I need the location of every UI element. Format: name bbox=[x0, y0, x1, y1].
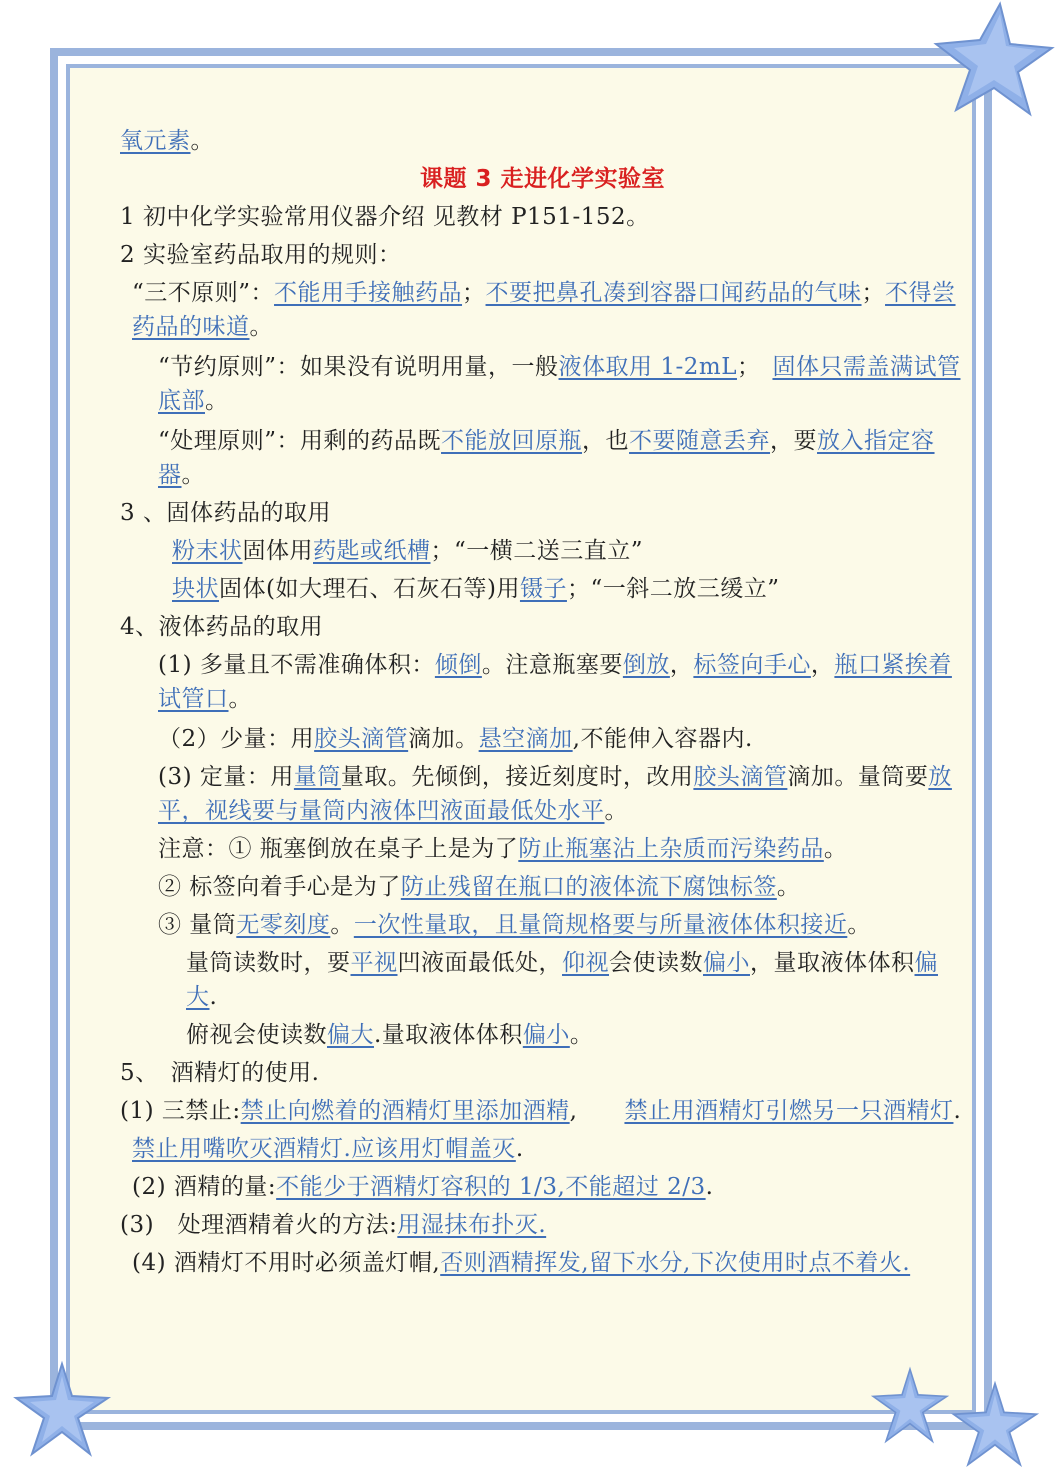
answer-text: 量筒 bbox=[293, 764, 341, 790]
answer-text: 禁止用酒精灯引燃另一只酒精灯 bbox=[624, 1098, 954, 1124]
answer-text: 禁止用嘴吹灭酒精灯.应该用灯帽盖灭 bbox=[132, 1136, 516, 1162]
body-text: (1) 多量且不需准确体积： bbox=[158, 652, 435, 678]
body-text: 。 bbox=[569, 1022, 594, 1048]
answer-text: 用湿抹布扑灭. bbox=[397, 1212, 547, 1238]
body-text: ② 标签向着手心是为了 bbox=[158, 874, 401, 900]
line bbox=[120, 124, 965, 158]
answer-text: 倾倒 bbox=[434, 652, 482, 678]
body-text: 。 bbox=[604, 798, 628, 824]
body-text: 会使读数 bbox=[609, 950, 703, 976]
body-text: 。 bbox=[330, 912, 354, 938]
body-text: (3) 处理酒精着火的方法: bbox=[120, 1212, 398, 1238]
answer-text: 氧元素 bbox=[120, 128, 191, 154]
body-text: ；“一横二送三直立” bbox=[430, 538, 644, 564]
body-text: . bbox=[209, 984, 218, 1010]
line bbox=[120, 946, 965, 1014]
body-text: . bbox=[953, 1098, 962, 1124]
line bbox=[120, 534, 965, 568]
answer-text: 不要把鼻孔凑到容器口闻药品的气味 bbox=[485, 280, 862, 306]
body-text: 。 bbox=[847, 912, 871, 938]
body-text: 1 初中化学实验常用仪器介绍 见教材 P151-152。 bbox=[120, 204, 650, 230]
answer-text: 标签向手心 bbox=[693, 652, 811, 678]
answer-text: 不能少于酒精灯容积的 1/3,不能超过 2/3 bbox=[276, 1174, 706, 1200]
answer-text: 放平，视线要与量筒内液体凹液面最低处水平 bbox=[158, 764, 952, 824]
answer-text: 禁止向燃着的酒精灯里添加酒精 bbox=[240, 1098, 570, 1124]
body-text: 俯视会使读数 bbox=[186, 1022, 327, 1048]
line bbox=[120, 1094, 965, 1128]
answer-text: 不得尝药品的味道 bbox=[132, 280, 956, 340]
answer-text: 固体只需盖满试管底部 bbox=[158, 354, 961, 414]
body-text: 固体用 bbox=[242, 538, 313, 564]
answer-text: 偏小 bbox=[522, 1022, 570, 1048]
line bbox=[120, 648, 965, 716]
line bbox=[120, 760, 965, 828]
answer-text: 偏大 bbox=[186, 950, 938, 1010]
body-text: 滴加。 bbox=[408, 726, 479, 752]
body-text: “处理原则”：用剩的药品既 bbox=[158, 428, 442, 454]
body-text: 注意：① 瓶塞倒放在桌子上是为了 bbox=[158, 836, 519, 862]
body-text: . bbox=[515, 1136, 524, 1162]
document-body bbox=[120, 124, 965, 1280]
body-text: 滴加。量筒要 bbox=[787, 764, 929, 790]
line bbox=[120, 908, 965, 942]
answer-text: 防止残留在瓶口的液体流下腐蚀标签 bbox=[400, 874, 777, 900]
body-text: 。 bbox=[823, 836, 848, 862]
line bbox=[120, 350, 965, 418]
line bbox=[120, 424, 965, 492]
answer-text: 不要随意丢弃 bbox=[629, 428, 771, 454]
body-text: 3 、固体药品的取用 bbox=[120, 500, 331, 526]
line bbox=[120, 1246, 965, 1280]
body-text: ，也 bbox=[582, 428, 630, 454]
body-text: ； bbox=[462, 280, 486, 306]
body-text: 5、 酒精灯的使用. bbox=[120, 1060, 320, 1086]
answer-text: 否则酒精挥发,留下水分,下次使用时点不着火. bbox=[440, 1250, 911, 1276]
body-text: 。 bbox=[205, 388, 229, 414]
answer-text: 偏小 bbox=[703, 950, 750, 976]
body-text: ，量取液体体积 bbox=[750, 950, 915, 976]
answer-text: 不能用手接触药品 bbox=[274, 280, 463, 306]
answer-text: 药匙或纸槽 bbox=[313, 538, 431, 564]
answer-text: 无零刻度 bbox=[236, 912, 331, 938]
body-text: 。 bbox=[190, 128, 214, 154]
answer-text: 胶头滴管 bbox=[693, 764, 788, 790]
body-text: “三不原则”： bbox=[132, 280, 275, 306]
body-text: (3) 定量：用 bbox=[158, 764, 294, 790]
body-text: ,不能伸入容器内. bbox=[572, 726, 753, 752]
body-text: 2 实验室药品取用的规则： bbox=[120, 242, 402, 268]
body-text: 4、液体药品的取用 bbox=[120, 614, 324, 640]
answer-text: 仰视 bbox=[562, 950, 609, 976]
body-text: ， bbox=[669, 652, 694, 678]
body-text: . bbox=[705, 1174, 714, 1200]
body-text: (2) 酒精的量: bbox=[132, 1174, 277, 1200]
body-text: (4) 酒精灯不用时必须盖灯帽, bbox=[132, 1250, 441, 1276]
body-text: 量取。先倾倒，接近刻度时，改用 bbox=[340, 764, 694, 790]
body-text: ， bbox=[810, 652, 835, 678]
answer-text: 平视 bbox=[350, 950, 398, 976]
answer-text: 不能放回原瓶 bbox=[441, 428, 583, 454]
body-text: 凹液面最低处， bbox=[397, 950, 562, 976]
answer-text: 镊子 bbox=[519, 576, 567, 602]
answer-text: 偏大 bbox=[327, 1022, 374, 1048]
line bbox=[120, 1170, 965, 1204]
answer-text: 放入指定容器 bbox=[158, 428, 935, 488]
body-text: (1) 三禁止: bbox=[120, 1098, 241, 1124]
body-text: 。注意瓶塞要 bbox=[481, 652, 623, 678]
line bbox=[120, 722, 965, 756]
section-title: 课题 3 走进化学实验室 bbox=[419, 166, 666, 192]
line bbox=[120, 496, 965, 530]
answer-text: 液体取用 1-2mL bbox=[558, 354, 737, 380]
star-icon bbox=[930, 0, 1056, 120]
answer-text: 防止瓶塞沾上杂质而污染药品 bbox=[518, 836, 824, 862]
answer-text: 倒放 bbox=[622, 652, 670, 678]
line bbox=[120, 200, 965, 234]
line bbox=[120, 276, 965, 344]
star-icon bbox=[950, 1380, 1040, 1470]
answer-text: 粉末状 bbox=[172, 538, 243, 564]
answer-text: 瓶口紧挨着试管口 bbox=[158, 652, 952, 712]
line bbox=[120, 610, 965, 644]
body-text: ，要 bbox=[770, 428, 818, 454]
body-text: 。 bbox=[249, 314, 273, 340]
body-text: .量取液体体积 bbox=[374, 1022, 523, 1048]
body-text: 。 bbox=[181, 462, 205, 488]
body-text: “节约原则”：如果没有说明用量，一般 bbox=[158, 354, 559, 380]
body-text: ③ 量筒 bbox=[158, 912, 237, 938]
answer-text: 胶头滴管 bbox=[314, 726, 409, 752]
body-text: 固体(如大理石、石灰石等)用 bbox=[219, 576, 520, 602]
line bbox=[120, 238, 965, 272]
body-text: 。 bbox=[228, 686, 252, 712]
star-icon bbox=[12, 1360, 112, 1460]
line bbox=[120, 1208, 965, 1242]
body-text: , bbox=[569, 1098, 625, 1124]
body-text: 量筒读数时，要 bbox=[186, 950, 351, 976]
line bbox=[120, 1132, 965, 1166]
answer-text: 悬空滴加 bbox=[478, 726, 573, 752]
answer-text: 块状 bbox=[172, 576, 219, 602]
body-text: ； bbox=[736, 354, 773, 380]
body-text: 。 bbox=[776, 874, 801, 900]
body-text: （2）少量：用 bbox=[158, 726, 315, 752]
star-icon bbox=[870, 1366, 950, 1446]
line bbox=[120, 832, 965, 866]
line bbox=[120, 572, 965, 606]
line bbox=[120, 1018, 965, 1052]
line bbox=[120, 870, 965, 904]
line bbox=[120, 1056, 965, 1090]
body-text: ； bbox=[861, 280, 886, 306]
body-text: ；“一斜二放三缓立” bbox=[566, 576, 780, 602]
answer-text: 一次性量取，且量筒规格要与所量液体体积接近 bbox=[353, 912, 848, 938]
